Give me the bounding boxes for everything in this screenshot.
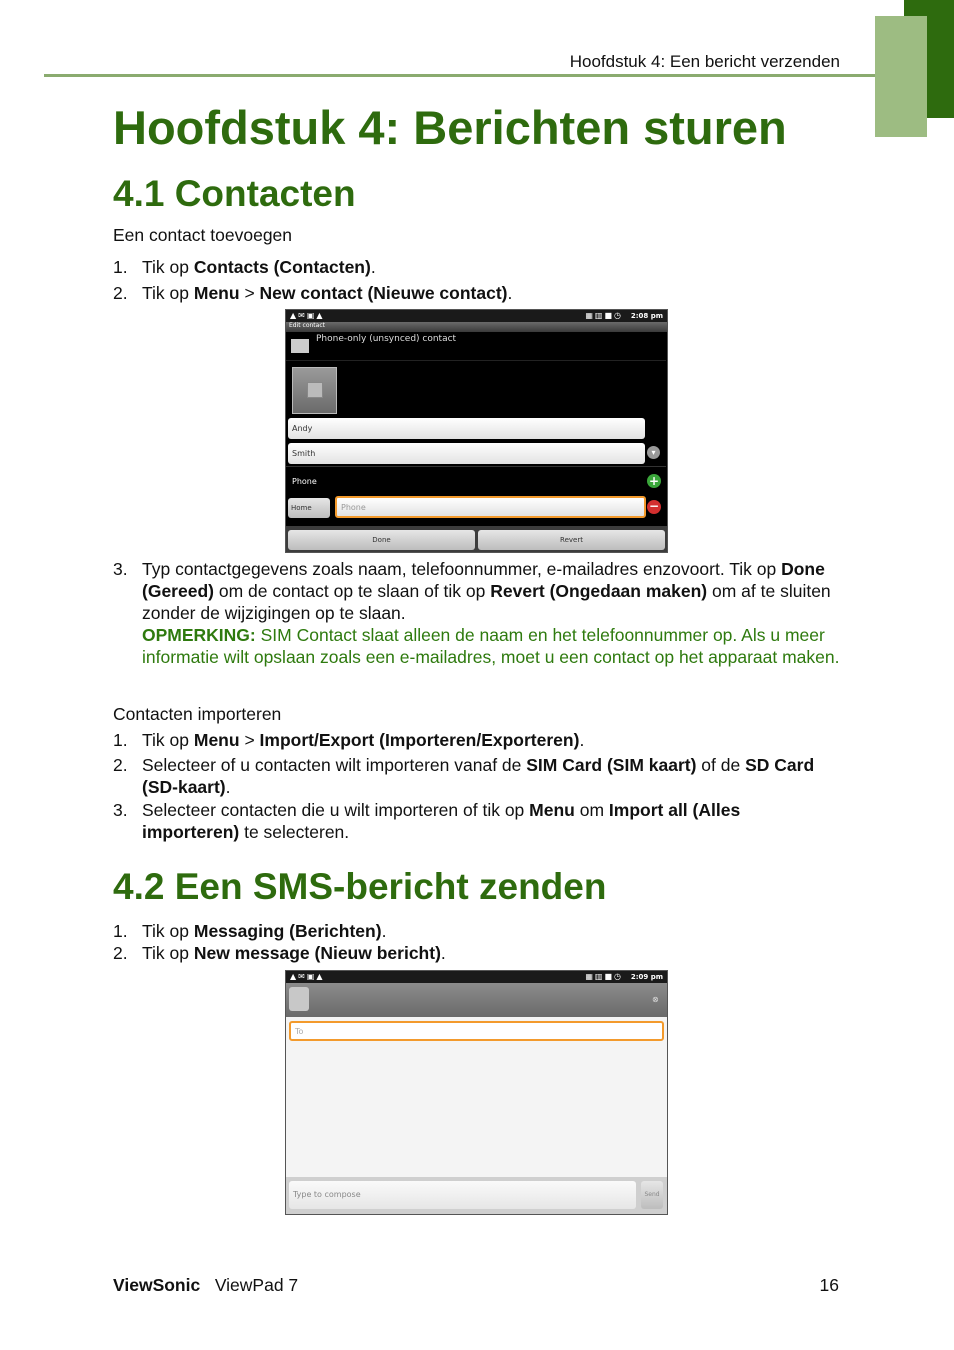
status-time: 2:09 pm (630, 973, 663, 981)
remove-phone-icon[interactable]: − (648, 499, 660, 513)
signal-battery-icons: ▦▥■◷ (585, 972, 623, 981)
footer-brand: ViewSonic ViewPad 7 (113, 1275, 299, 1295)
status-time: 2:08 pm (630, 312, 663, 320)
list-item: 3. Selecteer contacten die u wilt importeren of tik op Menu om Import all (Alles importeren) te selecteren. (113, 800, 741, 842)
title-bar (286, 983, 667, 1017)
screen-title: Edit contact (286, 322, 667, 332)
running-header: Hoofdstuk 4: Een bericht verzenden (569, 52, 840, 71)
list-item: 1. Tik op Menu > Import/Export (Importeren/Exporteren). (113, 730, 585, 750)
list-item: 2. Selecteer of u contacten wilt importeren vanaf de SIM Card (SIM kaart) of de SD Card (SD-kaart). (113, 755, 815, 797)
phone-input[interactable]: Phone (335, 496, 646, 518)
revert-button[interactable]: Revert (478, 530, 665, 550)
first-name-field[interactable]: Andy (288, 418, 645, 439)
done-button[interactable]: Done (288, 530, 475, 550)
last-name-field[interactable]: Smith (288, 443, 645, 464)
close-icon[interactable]: ⊗ (652, 995, 659, 1004)
photo-placeholder-icon (307, 382, 323, 398)
page-number: 16 (819, 1275, 839, 1295)
footer-model: ViewPad 7 (214, 1275, 299, 1295)
notification-icons: ▲✉▣▲ (290, 311, 325, 320)
status-bar (286, 310, 667, 322)
list-item: 1. Tik op Messaging (Berichten). (113, 921, 387, 941)
chapter-title: Hoofdstuk 4: Berichten sturen (113, 101, 787, 154)
subheading-import-contacts: Contacten importeren (113, 704, 282, 724)
contact-photo-button[interactable] (292, 367, 337, 414)
list-item: 1. Tik op Contacts (Contacten). (113, 257, 376, 277)
account-icon (291, 339, 309, 353)
status-bar (286, 971, 667, 983)
to-recipient-input[interactable]: To (289, 1021, 664, 1041)
list-item: 2. Tik op New message (Nieuw bericht). (113, 943, 446, 963)
list-item: 2. Tik op Menu > New contact (Nieuwe contact). (113, 283, 513, 303)
phone-section-label: Phone (292, 477, 317, 486)
phone-type-button[interactable]: Home (288, 498, 330, 518)
note: OPMERKING: SIM Contact slaat alleen de naam en het telefoonnummer op. Als u meer informatie wilt opslaan zoals een e-mailadres, moet u een contact op het apparaat maken. (142, 625, 840, 667)
list-item: 3. Typ contactgegevens zoals naam, telefoonnummer, e-mailadres enzovoort. Tik op Done (Gereed) om de contact op te slaan of tik op Revert (Ongedaan maken) om af te sluiten zonder de wijzigingen op te slaan. OPMERKING: SIM Contact slaat alleen de naam en het telefoonnummer op. Als u meer informatie wilt opslaan zoals een e-mailadres, moet u een contact op het apparaat maken. (113, 559, 840, 667)
divider (286, 466, 666, 467)
account-label: Phone-only (unsynced) contact (316, 334, 457, 344)
corner-tab-light (875, 16, 927, 137)
screenshot-edit-contact (285, 309, 668, 553)
section-heading-sms: 4.2 Een SMS-bericht zenden (113, 866, 607, 907)
add-phone-icon[interactable]: + (648, 474, 660, 488)
header-rule (44, 74, 875, 77)
signal-battery-icons: ▦▥■◷ (585, 311, 623, 320)
messaging-app-icon (289, 987, 309, 1011)
section-heading-contacts: 4.1 Contacten (113, 173, 356, 214)
notification-icons: ▲✉▣▲ (290, 972, 325, 981)
divider (286, 360, 666, 361)
subheading-add-contact: Een contact toevoegen (113, 225, 293, 245)
screenshot-new-message (285, 970, 668, 1215)
send-button[interactable]: Send (641, 1181, 663, 1209)
compose-input[interactable]: Type to compose (289, 1181, 636, 1209)
expand-name-icon[interactable]: ▾ (647, 446, 660, 459)
